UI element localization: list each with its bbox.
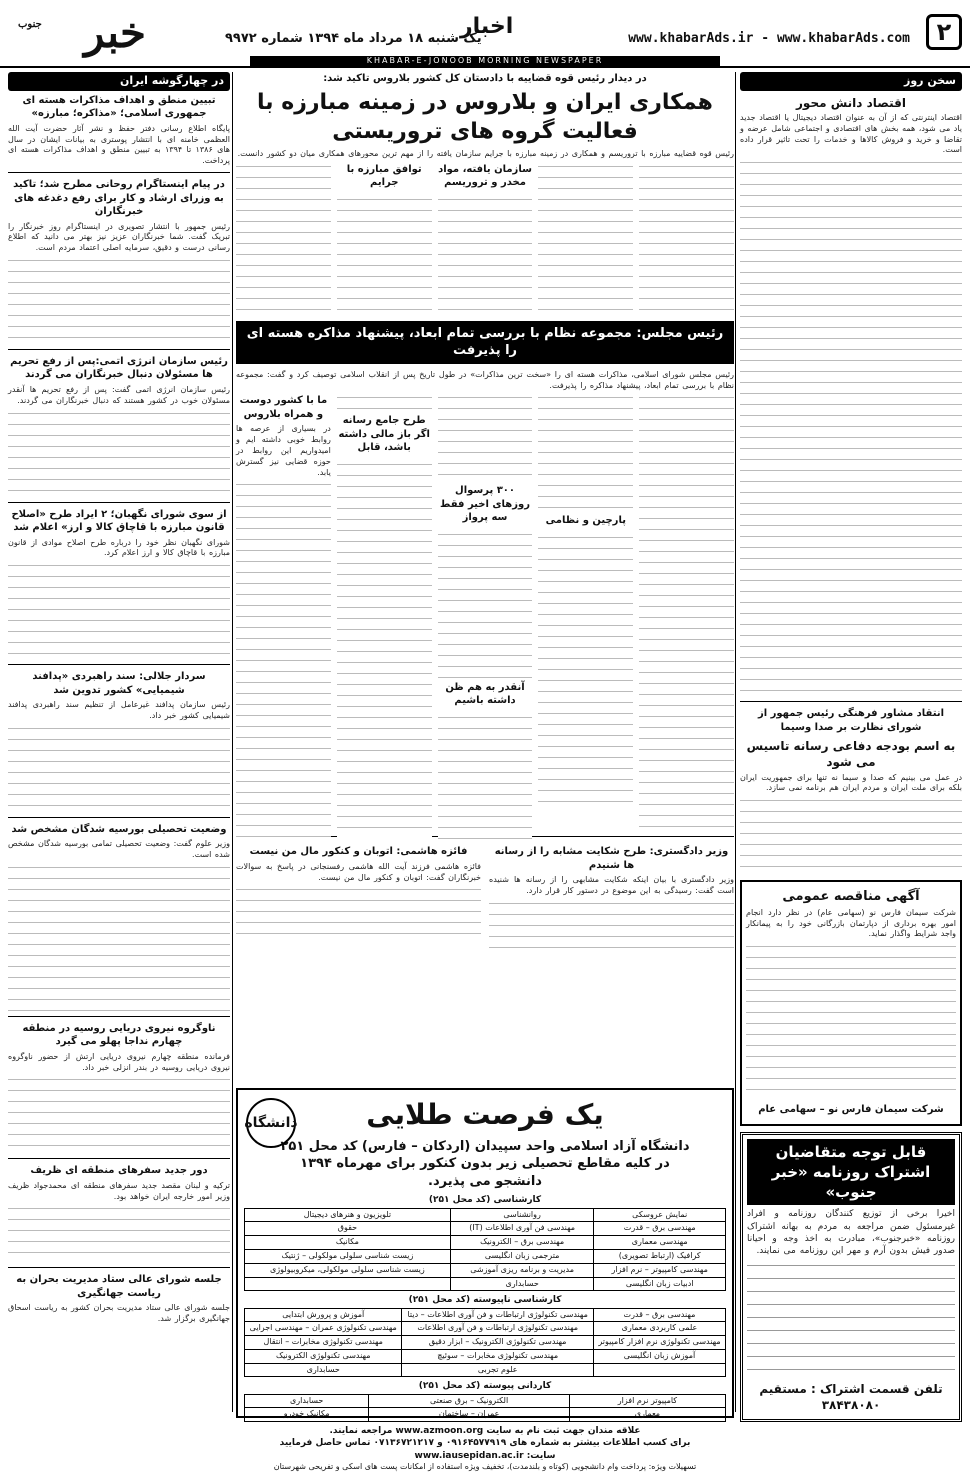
table-cell: نمایش عروسکی — [594, 1208, 726, 1222]
table-cell: مهندسی تکنولوژی مخابرات – انتقال — [245, 1336, 402, 1350]
table-row — [245, 1394, 726, 1408]
table-cell: مهندسی تکنولوژی مخابرات – سوئیچ — [402, 1349, 593, 1363]
story-subhead: توافق مبارزه با جرایم — [346, 163, 422, 189]
issue-date: یک شنبه ۱۸ مرداد ماه ۱۳۹۴ شماره ۹۹۷۲ — [225, 31, 482, 46]
majlis-columns — [236, 391, 734, 831]
story-column — [538, 160, 633, 315]
table-row — [245, 1336, 726, 1350]
story-title: ناوگروه نیروی دریایی روسیه در منطقه چهارم نداجا پهلو می گیرد — [22, 1022, 216, 1048]
table-cell — [593, 1363, 725, 1377]
column-divider — [232, 72, 233, 1412]
ad-footer-register[interactable]: علاقه مندان جهت ثبت نام به سایت www.azmoon.org مراجعه نمایند. — [329, 1426, 641, 1437]
story-body-lines — [8, 861, 230, 1011]
table-cell: مهندسی تکنولوژی ارتباطات و فن آوری اطلاعات – دیتا — [402, 1308, 593, 1322]
ad-tables — [238, 1194, 732, 1472]
story-body-lines — [337, 193, 432, 313]
table-cell: کامپیوتر نرم افزار — [569, 1394, 725, 1408]
table-cell: الکترونیک – برق صنعتی — [369, 1394, 569, 1408]
ad-footer-facilities: تسهیلات ویژه: پرداخت وام دانشجویی (کوتاه و بلندمدت)، تخفیف ویژه استفاده از امکانات پست های اسکی و تفریحی شهرستان — [273, 1461, 697, 1471]
subscription-box — [740, 1132, 962, 1423]
story-text: فائزه هاشمی فرزند آیت الله هاشمی رفسنجانی در پاسخ به سوالات خبرنگاران گفت: اتوبان و کنکور مال من نیست. — [236, 861, 481, 882]
story-column — [639, 391, 734, 831]
story-column — [236, 391, 331, 831]
main-headline: همکاری ایران و بلاروس در زمینه مبارزه با فعالیت گروه های تروریستی — [257, 89, 713, 145]
story-body-lines — [489, 897, 734, 957]
story-body-lines — [538, 391, 633, 511]
story-title: تبیین منطق و اهداف مذاکرات هسته ای جمهوری اسلامی؛ «مذاکره؛ مبارزه» — [22, 94, 216, 120]
story-text: ترکیه و لبنان مقصد جدید سفرهای منطقه ای محمدجواد ظریف وزیر امور خارجه ایران خواهد بود. — [8, 1180, 230, 1201]
tender-body-lines — [746, 940, 956, 1100]
table-cell: مهندسی تکنولوژی نرم افزار کامپیوتر — [593, 1336, 725, 1350]
table-cell: آموزش زبان انگلیسی — [593, 1349, 725, 1363]
university-logo: دانشگاه — [246, 1098, 296, 1148]
table-cell: مهندسی معماری — [594, 1236, 726, 1250]
table-caption: کارشناسی (کد محل ۲۵۱) — [428, 1195, 542, 1206]
subscription-body-lines — [747, 1257, 955, 1377]
table-cell: حسابداری — [450, 1277, 594, 1291]
story-text: رئیس سازمان پدافند غیرعامل از تنظیم سند راهبردی پدافند شیمیایی کشور خبر داد. — [8, 700, 230, 720]
page-header — [0, 0, 970, 68]
story-subtitle: به اسم بودجه دفاعی رسانه تاسیس می شود — [746, 739, 956, 770]
story-column — [337, 160, 432, 315]
table-caption: کارشناسی ناپیوسته (کد محل ۲۵۱) — [408, 1295, 562, 1306]
editorial-text: اقتصاد اینترنتی که از آن به عنوان اقتصاد دیجیتال یا اقتصاد جدید یاد می شود، همه بخش های اقتصادی و اجتماعی شامل عرضه و تقاضا و خرید و فروش کالاها و خدمات را تحت تاثیر قرار داده است. — [740, 113, 962, 155]
ad-footer-site[interactable]: سایت: www.iausepidan.ac.ir — [414, 1450, 556, 1461]
story-subhead: ۳۰۰ پرسوال روزهای اخیر فقط سه پرواز — [440, 485, 530, 524]
table-cell: روانشناسی — [450, 1208, 594, 1222]
story-subhead: ما با کشور دوست و همراه بلاروس — [239, 395, 328, 420]
story-body-lines — [337, 391, 432, 411]
story-title: در پیام اینستاگرام روحانی مطرح شد؛ تاکید به وزرای ارشاد و کار برای رفع دغدغه های خبرنگاران — [13, 179, 225, 218]
tender-title: آگهی مناقصه عمومی — [782, 889, 920, 905]
table-cell: مهندسی تکنولوژی الکترونیک – ابزار دقیق — [402, 1336, 593, 1350]
story-title: دور جدید سفرهای منطقه ای ظریف — [30, 1165, 208, 1177]
story-body-lines — [337, 458, 432, 838]
table-cell: کرافیک (ارتباط تصویری) — [594, 1249, 726, 1263]
story-body-lines — [8, 1202, 230, 1262]
subscription-phone: تلفن قسمت اشتراک : مستقیم ۳۸۴۳۸۰۸۰ — [759, 1381, 943, 1413]
table-cell: زیست شناسی سلولی مولکولی – ژنتیک — [245, 1249, 451, 1263]
editorial-body-lines — [740, 156, 962, 696]
table-cell: مهندسی برق – الکترونیک — [450, 1236, 594, 1250]
majlis-text: رئیس مجلس شورای اسلامی، مذاکرات هسته ای را «سخت ترین مذاکرات» در طول تاریخ پس از انقلاب اسلامی توصیف کرد و گفت: مجموعه نظام با بررسی تمام ابعاد، پیشنهاد مذاکره را پذیرفت. — [236, 369, 734, 390]
story-subhead: پارچین و نظامی — [545, 515, 626, 527]
programs-table-2 — [244, 1308, 726, 1378]
story-column — [639, 160, 734, 315]
divider — [8, 664, 230, 665]
story-text: رئیس سازمان انرژی اتمی گفت: پس از رفع تحریم ها آنقدر مسئولان خوب در کشور هستند که دنبال خبرنگاران می گردند. — [8, 384, 230, 405]
story-column — [236, 160, 331, 315]
story-title: سردار جلالی: سند راهبردی «پدافند شیمیایی» کشور تدوین شد — [32, 671, 206, 696]
table-row — [245, 1263, 726, 1277]
masthead-title: خبر — [84, 8, 146, 58]
story-title: وزیر دادگستری: طرح شکایت مشابه را از رسانه ها شنیدم — [494, 846, 729, 871]
story-body-lines — [438, 193, 533, 313]
story-column — [438, 160, 533, 315]
table-row — [245, 1222, 726, 1236]
table-row — [245, 1322, 726, 1336]
table-cell — [245, 1277, 451, 1291]
story-text: جلسه شورای عالی ستاد مدیریت بحران کشور به ریاست اسحاق جهانگیری برگزار شد. — [8, 1303, 230, 1324]
story-title: رئیس سازمان انرژی اتمی:پس از رفع تحریم ها مسئولان دنبال خبرنگاران می گردند — [10, 355, 228, 381]
table-row — [245, 1277, 726, 1291]
divider — [8, 172, 230, 173]
table-row — [245, 1236, 726, 1250]
table-cell: مترجمی زبان انگلیسی — [450, 1249, 594, 1263]
table-cell: معماری — [569, 1408, 725, 1422]
table-cell: مهندسی تکنولوژی الکترونیک — [245, 1349, 402, 1363]
english-subtitle: KHABAR-E-JONOOB MORNING NEWSPAPER — [250, 56, 720, 67]
table-cell: مهندسی برق – قدرت — [594, 1222, 726, 1236]
table-row — [245, 1349, 726, 1363]
table-cell: مکانیک — [245, 1236, 451, 1250]
column-tag: سخن روز — [740, 72, 962, 91]
story-text: در بسیاری از عرصه ها روابط خوبی داشته ایم و امیدواریم این روابط در حوزه قضایی نیز گسترش یابد. — [236, 424, 331, 477]
table-cell: مدیریت و برنامه ریزی آموزشی — [450, 1263, 594, 1277]
story-text: پایگاه اطلاع رسانی دفتر حفظ و نشر آثار حضرت آیت الله العظمی خامنه ای با انتشار پوستری به بیانات ایشان در سال های ۱۳۸۶ تا ۱۳۹۴ به تبیین منطق و اهداف مذاکرات هسته ای پرداخت. — [8, 123, 230, 166]
right-column — [740, 72, 962, 1417]
story-column — [337, 391, 432, 831]
table-cell: حسابداری — [245, 1363, 402, 1377]
bottom-story — [236, 842, 481, 957]
story-body-lines — [236, 478, 331, 838]
table-cell: مکانیک خودرو — [245, 1408, 369, 1422]
story-title: از سوی شورای نگهبان؛ ۲ ایراد طرح «اصلاح قانون مبارزه با قاچاق کالا و ارز» اعلام شد — [11, 508, 227, 534]
subscription-head: قابل توجه متقاضیان اشتراک روزنامه «خبر جنوب» — [747, 1139, 955, 1206]
story-title: فائزه هاشمی: اتوبان و کنکور مال من نیست — [249, 846, 468, 858]
table-row — [245, 1408, 726, 1422]
tender-ad — [740, 880, 962, 1125]
ad-subtitle: دانشگاه آزاد اسلامی واحد سپیدان (اردکان – فارس) کد محل ۲۵۱ در کلیه مقاطع تحصیلی زیر بدون کنکور برای مهرماه ۱۳۹۴ دانشجو می پذیرد. — [280, 1138, 690, 1189]
divider — [8, 502, 230, 503]
column-tag: در چهارگوشه ایران — [8, 72, 230, 91]
table-cell: علمی کاربردی معماری — [593, 1322, 725, 1336]
table-row — [245, 1308, 726, 1322]
table-caption: کاردانی پیوسته (کد محل ۲۵۱) — [418, 1381, 552, 1392]
bottom-stories — [236, 842, 734, 957]
story-text: رئیس جمهور با انتشار تصویری در اینستاگرام روز خبرنگار را تبریک گفت. شما خبرنگاران عزیز نیز بهتر می دانید که اطلاع رسانی درست و دقیق، سرمایه اصلی اعتماد مردم است. — [8, 221, 230, 253]
story-subhead: سازمان یافته، مواد مخدر و تروریسم — [438, 163, 532, 189]
story-body-lines — [8, 254, 230, 344]
divider — [8, 817, 230, 818]
left-column — [8, 72, 230, 1417]
story-text: شورای نگهبان نظر خود را درباره طرح اصلاح موادی از قانون مبارزه با قاچاق کالا و ارز اعلام کرد. — [8, 537, 230, 558]
divider — [740, 701, 962, 702]
table-cell: حسابداری — [245, 1394, 369, 1408]
story-body-lines — [8, 722, 230, 812]
main-story-columns — [236, 160, 734, 315]
story-title: وضعیت تحصیلی بورسیه شدگان مشخص شد — [11, 823, 227, 835]
story-column — [438, 391, 533, 831]
table-cell: زیست شناسی سلولی مولکولی، میکروبیولوژی — [245, 1263, 451, 1277]
masthead-logo — [10, 6, 220, 61]
masthead-small: جنوب — [18, 19, 42, 30]
story-column — [538, 391, 633, 831]
main-lead: رئیس قوه قضاییه مبارزه با تروریسم و همکاری در زمینه مبارزه با جرایم سازمان یافته را از مهم ترین محورهای همکاری میان دو کشور دانست. — [237, 148, 734, 158]
table-cell: عمران – ساختمان — [369, 1408, 569, 1422]
story-title: انتقاد مشاور فرهنگی رئیس جمهور از شورای نظارت بر صدا وسیما — [757, 708, 945, 733]
main-kicker: در دیدار رئیس قوه قضاییه با دادستان کل کشور بلاروس تاکید شد: — [323, 73, 647, 84]
table-cell: مهندسی کامپیوتر – نرم افزار — [594, 1263, 726, 1277]
ad-title: یک فرصت طلایی — [366, 1098, 604, 1131]
divider — [8, 1267, 230, 1268]
middle-column — [236, 72, 734, 1082]
table-cell: حقوق — [245, 1222, 451, 1236]
story-body-lines — [8, 1073, 230, 1153]
table-cell: مهندسی تکنولوژی ارتباطات و فن آوری اطلاعات — [402, 1322, 593, 1336]
table-cell: مهندسی فن آوری اطلاعات (IT) — [450, 1222, 594, 1236]
table-row — [245, 1249, 726, 1263]
divider — [8, 1016, 230, 1017]
story-body-lines — [8, 407, 230, 497]
table-cell: ادبیات زبان انگلیسی — [594, 1277, 726, 1291]
story-body-lines — [8, 559, 230, 659]
website-url[interactable]: www.khabarAds.ir - www.khabarAds.com — [628, 31, 910, 46]
majlis-banner: رئیس مجلس: مجموعه نظام با بررسی تمام ابعاد، پیشنهاد مذاکره هسته ای را پذیرفت — [236, 321, 734, 364]
table-cell: آموزش و پرورش ابتدایی — [245, 1308, 402, 1322]
tender-text: شرکت سیمان فارس نو (سهامی عام) در نظر دارد انجام امور بهره برداری از دپارتمان بازرگانی خود را به پیمانکار واجد شرایط واگذار نماید. — [746, 907, 956, 939]
story-body-lines — [438, 711, 533, 841]
tender-footer: شرکت سیمان فارس نو – سهامی عام — [758, 1104, 944, 1116]
programs-table-3 — [244, 1394, 726, 1423]
table-row — [245, 1363, 726, 1377]
university-ad — [236, 1088, 734, 1471]
story-body-lines — [236, 883, 481, 943]
story-title: جلسه شورای عالی ستاد مدیریت بحران به ریاست جهانگیری — [16, 1274, 222, 1299]
story-body-lines — [438, 391, 533, 481]
story-body-lines — [740, 794, 962, 874]
story-text: فرمانده منطقه چهارم نیروی دریایی ارتش از حضور ناوگروه نیروی دریایی روسیه در بندر انزلی خبر داد. — [8, 1051, 230, 1072]
section-title: اخبار — [460, 14, 514, 39]
editorial-title: اقتصاد دانش محور — [796, 95, 906, 110]
story-text: در عمل می بینیم که صدا و سیما نه تنها برای جمهوریت ایران بلکه برای ملت ایران و مردم ایران هم برنامه نمی سازد. — [740, 772, 962, 793]
table-cell: تلویزیون و هنرهای دیجیتال — [245, 1208, 451, 1222]
table-cell: مهندسی تکنولوژی عمران – مهندسی اجرایی — [245, 1322, 402, 1336]
table-cell: علوم تجربی — [402, 1363, 593, 1377]
table-row — [245, 1208, 726, 1222]
story-subhead: آنقدر به هم ظن داشته باشیم — [445, 681, 525, 707]
story-text: وزیر دادگستری با بیان اینکه شکایت مشابهی را از رسانه ها شنیده است گفت: رسیدگی به این موضوع در دستور کار قرار دارد. — [489, 875, 734, 896]
subscription-text: اخیرا برخی از توزیع کنندگان روزنامه و افراد غیرمسئول ضمن مراجعه به مردم به بهانه اشتراک روزنامه «خبرجنوب»، مبادرت به اخذ وجه و احیانا صدور فیش بدون آرم و مهر این روزنامه می نمایند. — [747, 1209, 955, 1256]
story-subhead: طرح جامع رسانه اگر باز مالی داشته باشد، قابل — [338, 415, 430, 454]
programs-table-1 — [244, 1208, 726, 1292]
divider — [8, 1158, 230, 1159]
column-divider — [735, 72, 736, 1412]
page-number: ۲ — [926, 14, 962, 50]
story-body-lines — [538, 531, 633, 811]
ad-footer-phones: برای کسب اطلاعات بیشتر به شماره های ۰۹۱۶۴۵۷۷۹۱۹ و ۰۷۱۳۶۷۲۱۲۱۷ تماس حاصل فرمایید — [279, 1438, 691, 1449]
table-cell: مهندسی برق – قدرت — [593, 1308, 725, 1322]
story-text: وزیر علوم گفت: وضعیت تحصیلی تمامی بورسیه شدگان مشخص شده است. — [8, 839, 230, 859]
divider — [8, 349, 230, 350]
bottom-story — [489, 842, 734, 957]
story-body-lines — [438, 528, 533, 678]
